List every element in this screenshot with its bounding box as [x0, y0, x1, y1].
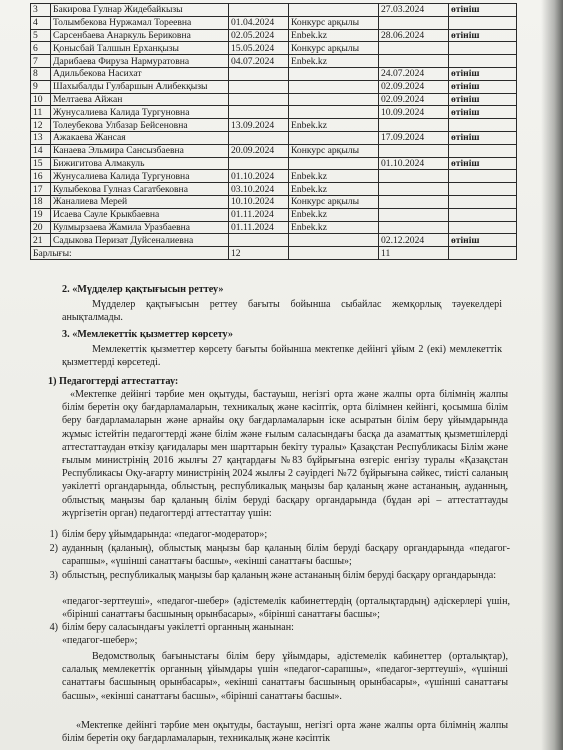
employee-name: Мелтаева Айжан: [51, 93, 229, 106]
hire-source: Enbek.kz: [289, 119, 379, 132]
hire-source: Конкурс арқылы: [289, 42, 379, 55]
row-number: 16: [31, 170, 51, 183]
table-row: [31, 106, 517, 119]
leave-reason: өтініш: [449, 4, 517, 17]
leave-date: 02.12.2024: [379, 234, 449, 247]
list-item-text: «педагог-зерттеуші», «педагог-шебер» (әдістемелік кабинеттердің (орталықтардың) әдіскерлері үшін, «бірінші санаттағы басшының орынбасары», «бірінші санаттағы басшы»;: [62, 596, 510, 621]
total-empty: [289, 247, 379, 260]
row-number: 15: [31, 157, 51, 170]
employee-name: Жунусалиева Калида Тургуновна: [51, 106, 229, 119]
leave-date: 02.09.2024: [379, 80, 449, 93]
hire-date: 03.10.2024: [229, 183, 289, 196]
hire-source: [289, 234, 379, 247]
leave-date: [379, 221, 449, 234]
leave-date: 28.06.2024: [379, 29, 449, 42]
employee-name: Толеубекова Улбазар Бейсеновна: [51, 119, 229, 132]
hire-date: 13.09.2024: [229, 119, 289, 132]
staff-table-body: [31, 4, 517, 260]
total-label: Барлығы:: [31, 247, 229, 260]
hire-source: [289, 4, 379, 17]
leave-date: [379, 208, 449, 221]
list-item-number: 2): [49, 543, 58, 554]
hire-date: 01.11.2024: [229, 208, 289, 221]
row-number: 11: [31, 106, 51, 119]
section-3-heading: 3. «Мемлекеттік қызметтер көрсету»: [62, 329, 233, 340]
table-row: [31, 131, 517, 144]
hire-source: Enbek.kz: [289, 29, 379, 42]
table-row: [31, 80, 517, 93]
hire-date: [229, 67, 289, 80]
table-row: [31, 4, 517, 17]
hire-date: [229, 80, 289, 93]
hire-source: [289, 131, 379, 144]
employee-name: Бижигитова Алмакуль: [51, 157, 229, 170]
table-row: [31, 42, 517, 55]
hire-source: [289, 80, 379, 93]
leave-reason: өтініш: [449, 131, 517, 144]
leave-reason: [449, 119, 517, 132]
hire-date: 02.05.2024: [229, 29, 289, 42]
hire-source: Конкурс арқылы: [289, 195, 379, 208]
row-number: 10: [31, 93, 51, 106]
hire-date: [229, 234, 289, 247]
table-row: [31, 234, 517, 247]
employee-name: Кулмырзаева Жамила Уразбаевна: [51, 221, 229, 234]
hire-date: 01.10.2024: [229, 170, 289, 183]
leave-date: 10.09.2024: [379, 106, 449, 119]
leave-reason: [449, 55, 517, 68]
list-item-number: 4): [49, 622, 58, 633]
employee-name: Толымбекова Нуржамал Тореевна: [51, 16, 229, 29]
table-row: [31, 16, 517, 29]
list-item-text: ауданның (қаланың), облыстық маңызы бар қаланың білім беруді басқару органдарында «педагог-сарапшы», «үшінші санаттағы басшы», «екінші санаттағы басшы»;: [62, 543, 510, 568]
hire-source: Конкурс арқылы: [289, 144, 379, 157]
row-number: 19: [31, 208, 51, 221]
employee-name: Жаналиева Мерей: [51, 195, 229, 208]
section-3-text: Мемлекеттік қызметтер көрсету бағыты бойынша мектепке дейінгі ұйым 2 (екі) мемлекеттік қызметтерді көрсетеді.: [62, 344, 502, 369]
row-number: 17: [31, 183, 51, 196]
leave-date: 01.10.2024: [379, 157, 449, 170]
paragraph-continued: «Мектепке дейінгі тәрбие мен оқытуды, бастауыш, негізгі орта және жалпы орта білімнің жалпы білім беретін оқу бағдарламаларын, техникалық және кәсіптік: [62, 720, 508, 745]
leave-date: [379, 170, 449, 183]
hire-source: Конкурс арқылы: [289, 16, 379, 29]
staff-table: [30, 3, 517, 260]
list-item: [40, 542, 510, 568]
row-number: 7: [31, 55, 51, 68]
leave-reason: [449, 183, 517, 196]
hire-source: Enbek.kz: [289, 208, 379, 221]
leave-date: [379, 42, 449, 55]
employee-name: Ажакаева Жансая: [51, 131, 229, 144]
row-number: 12: [31, 119, 51, 132]
row-number: 18: [31, 195, 51, 208]
section-2-heading: 2. «Мүдделер қақтығысын реттеу»: [62, 284, 224, 295]
total-left: 11: [379, 247, 449, 260]
employee-name: Жунусалиева Калида Тургуновна: [51, 170, 229, 183]
hire-source: Enbek.kz: [289, 183, 379, 196]
leave-reason: [449, 170, 517, 183]
hire-source: [289, 93, 379, 106]
hire-date: [229, 4, 289, 17]
list-item: [40, 621, 510, 634]
table-row: [31, 208, 517, 221]
row-number: 3: [31, 4, 51, 17]
employee-name: Шахыбалды Гулбаршын Алибекқызы: [51, 80, 229, 93]
leave-date: 02.09.2024: [379, 93, 449, 106]
leave-reason: өтініш: [449, 67, 517, 80]
leave-reason: өтініш: [449, 157, 517, 170]
leave-date: 27.03.2024: [379, 4, 449, 17]
row-number: 21: [31, 234, 51, 247]
employee-name: Дарибаева Фируза Нармуратовна: [51, 55, 229, 68]
table-row: [31, 183, 517, 196]
hire-source: Enbek.kz: [289, 170, 379, 183]
list-item-text: білім беру ұйымдарында: «педагог-модератор»;: [62, 529, 268, 540]
leave-date: [379, 119, 449, 132]
employee-name: Садыкова Перизат Дуйсеналиевна: [51, 234, 229, 247]
hire-date: 04.07.2024: [229, 55, 289, 68]
row-number: 9: [31, 80, 51, 93]
list-item: [40, 595, 510, 621]
leave-reason: [449, 16, 517, 29]
attestation-heading: 1) Педагогтерді аттестаттау:: [48, 376, 179, 387]
list-item-text: білім беру саласындағы уәкілетті органның жанынан:: [62, 622, 294, 633]
hire-date: 10.10.2024: [229, 195, 289, 208]
hire-date: 15.05.2024: [229, 42, 289, 55]
hire-date: 20.09.2024: [229, 144, 289, 157]
hire-date: [229, 106, 289, 119]
employee-name: Қонысбай Талшын Ерханқызы: [51, 42, 229, 55]
leave-reason: өтініш: [449, 80, 517, 93]
row-number: 14: [31, 144, 51, 157]
leave-reason: [449, 144, 517, 157]
hire-date: [229, 157, 289, 170]
employee-name: Кулыбекова Гулназ Сагатбековна: [51, 183, 229, 196]
list-item: [40, 528, 510, 541]
leave-reason: [449, 195, 517, 208]
list-item: [40, 634, 510, 647]
leave-reason: [449, 221, 517, 234]
employee-name: Канаева Эльмира Сансызбаевна: [51, 144, 229, 157]
hire-source: [289, 157, 379, 170]
leave-reason: [449, 208, 517, 221]
total-empty: [449, 247, 517, 260]
table-row: [31, 67, 517, 80]
leave-date: 24.07.2024: [379, 67, 449, 80]
leave-reason: [449, 42, 517, 55]
leave-date: [379, 16, 449, 29]
hire-source: Enbek.kz: [289, 221, 379, 234]
leave-reason: өтініш: [449, 234, 517, 247]
list-item-text: облыстың, республикалық маңызы бар қаланың және астананың білім беруді басқару органдарында:: [62, 570, 497, 581]
leave-reason: өтініш: [449, 93, 517, 106]
row-number: 5: [31, 29, 51, 42]
row-number: 8: [31, 67, 51, 80]
employee-name: Адильбекова Насихат: [51, 67, 229, 80]
leave-reason: өтініш: [449, 106, 517, 119]
table-row: [31, 55, 517, 68]
table-row: [31, 93, 517, 106]
leave-date: [379, 195, 449, 208]
paragraph-departments: Ведомстволық бағыныстағы білім беру ұйымдары, әдістемелік кабинеттер (орталықтар), салалық мемлекеттік органның ұйымдары үшін «педагог-сарапшы», «педагог-зерттеуші», «үшінші санаттағы басшының орынбасары», «екінші санаттағы басшының орынбасары», «үшінші санаттағы басшы», «екінші санаттағы басшы», «бірінші санаттағы басшы».: [62, 651, 508, 702]
leave-date: 17.09.2024: [379, 131, 449, 144]
leave-reason: өтініш: [449, 29, 517, 42]
page-shadow: [541, 0, 563, 750]
hire-date: 01.04.2024: [229, 16, 289, 29]
hire-source: [289, 67, 379, 80]
table-row: [31, 170, 517, 183]
employee-name: Бакирова Гулнар Жидебайкызы: [51, 4, 229, 17]
hire-date: [229, 93, 289, 106]
employee-name: Сарсенбаева Анаркуль Бериковна: [51, 29, 229, 42]
row-number: 4: [31, 16, 51, 29]
list-item-number: 3): [49, 570, 58, 581]
row-number: 20: [31, 221, 51, 234]
employee-name: Исаева Сауле Крыкбаевна: [51, 208, 229, 221]
list-item-text: «педагог-шебер»;: [62, 635, 138, 646]
leave-date: [379, 144, 449, 157]
table-row: [31, 195, 517, 208]
total-hired: 12: [229, 247, 289, 260]
attestation-paragraph: «Мектепке дейінгі тәрбие мен оқытуды, бастауыш, негізгі орта және жалпы орта білімнің жалпы білім беретін оқу бағдарламаларын, техникалық және кәсіптік, орта білімнен кейінгі, қосымша білім беру бағдарламаларын және арнайы оқу бағдарламаларын іске асыратын білім беру ұйымдарында жұмыс істейтін педагогтерді және білім және ғылым саласындағы басқа да азаматтық қызметшілерді аттестаттаудан өткізу қағидалары мен шарттарын бекіту туралы» Қазақстан Республикасы Білім және ғылым министрінің 2016 жылғы 27 қаңтардағы №83 бұйрығына өзгеріс енгізу туралы «Қазақстан Республикасы Оқу-ағарту министрінің 2024 жылғы 2 сәуірдегі №72 бұйрығына сәйкес, тиісті саланың уәкілетті органдарында, облыстың, республикалық маңызы бар қаланың және астананың, ауданның, облыстық маңызы бар қаланың білім беруді басқару органдарында (бұдан әрі – аттестаттауды жүргізетін орган) педагогтерді аттестаттау үшін:: [62, 389, 508, 519]
row-number: 6: [31, 42, 51, 55]
table-row: [31, 29, 517, 42]
list-item: [40, 569, 510, 582]
table-row: [31, 221, 517, 234]
table-row: [31, 119, 517, 132]
row-number: 13: [31, 131, 51, 144]
leave-date: [379, 55, 449, 68]
total-row: [31, 247, 517, 260]
table-row: [31, 157, 517, 170]
section-2-text: Мүдделер қақтығысын реттеу бағыты бойынша сыбайлас жемқорлық тәуекелдері анықталмады.: [62, 299, 502, 324]
list-item-number: 1): [49, 529, 58, 540]
hire-date: 01.11.2024: [229, 221, 289, 234]
hire-date: [229, 131, 289, 144]
hire-source: Enbek.kz: [289, 55, 379, 68]
hire-source: [289, 106, 379, 119]
table-row: [31, 144, 517, 157]
leave-date: [379, 183, 449, 196]
